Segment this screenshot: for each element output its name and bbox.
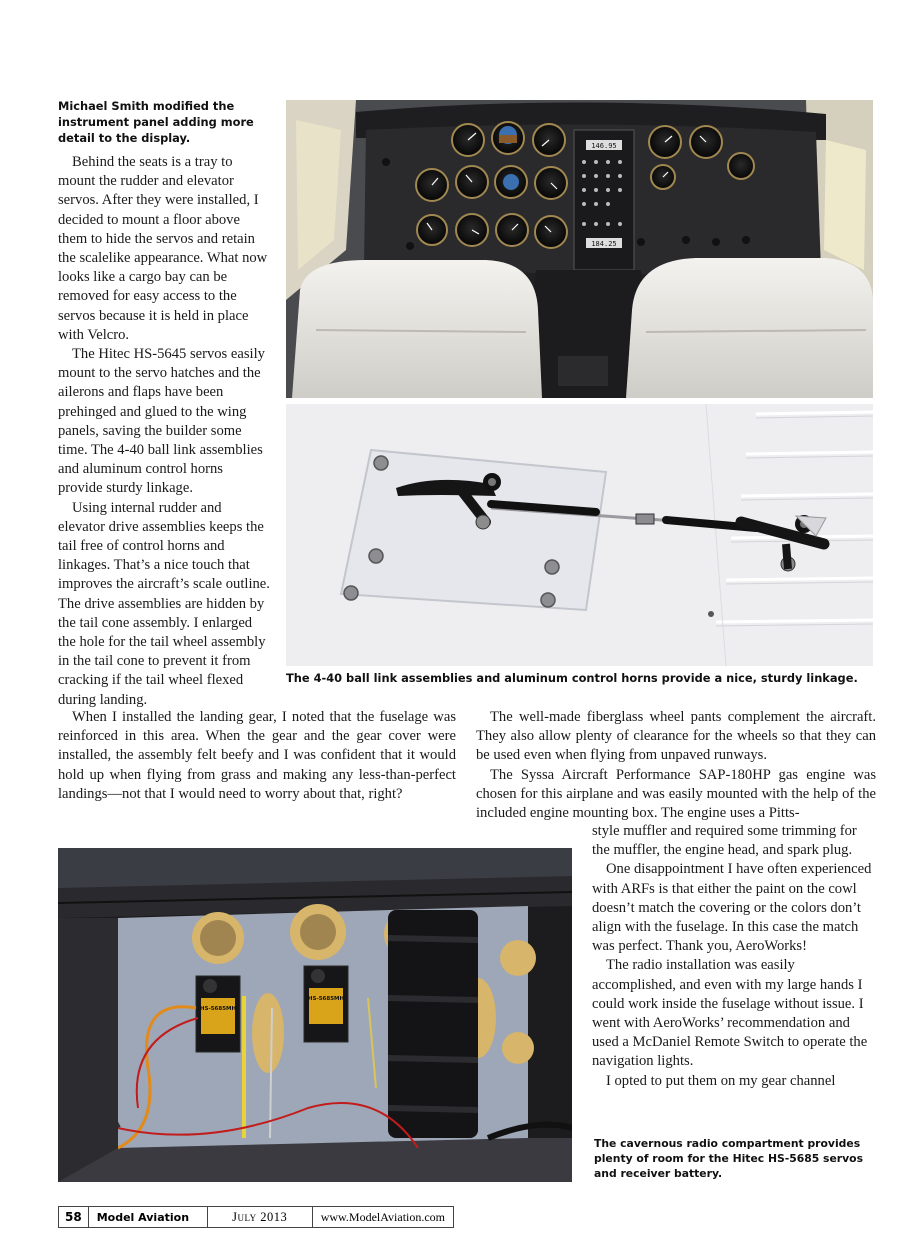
paragraph: When I installed the landing gear, I noted that the fuselage was reinforced in this area. When the gear and the gear cover were installed, the assembly felt beefy and I was confident that it would hold up when flying from grass and making any less-than-perfect landings—not that I would need to worry about that, right? bbox=[58, 709, 456, 802]
caption-linkage: The 4-40 ball link assemblies and aluminum control horns provide a nice, sturdy linkage. bbox=[286, 671, 858, 685]
paragraph: style muffler and required some trimming for the muffler, the engine head, and spark plug. bbox=[592, 823, 857, 859]
paragraph: One disappointment I have often experienced with ARFs is that either the paint on the cowl doesn’t match the covering or the colors don’t align with the fuselage. In this case the match was perfect. Thank you, AeroWorks! bbox=[592, 861, 872, 955]
servo-label-left: HS-5685MH bbox=[199, 1006, 237, 1012]
servo-label-right: HS-5685MH bbox=[307, 996, 345, 1002]
page-footer bbox=[58, 1206, 454, 1228]
radio-compartment-photo bbox=[58, 848, 572, 1182]
paragraph: Behind the seats is a tray to mount the rudder and elevator servos. After they were installed, I decided to mount a floor above them to hide the servos and retain the scalelike appearance. What now looks like a cargo bay can be removed for easy access to the servos because it is held in place with Velcro. bbox=[58, 154, 268, 343]
caption-instrument-panel: Michael Smith modified the instrument panel adding more detail to the display. bbox=[58, 99, 254, 145]
article-column-right-wide bbox=[476, 708, 876, 823]
magazine-name: Model Aviation bbox=[89, 1207, 208, 1227]
linkage-photo bbox=[286, 404, 873, 666]
issue-date: July 2013 bbox=[208, 1207, 313, 1227]
paragraph: The Hitec HS-5645 servos easily mount to the servo hatches and the ailerons and flaps have been prehinged and glued to the wing panels, saving the builder some time. The 4-40 ball link assemblies and aluminum control horns provide sturdy linkage. bbox=[58, 346, 265, 497]
article-column-left-wide bbox=[58, 708, 456, 804]
instrument-panel-photo bbox=[286, 100, 873, 398]
paragraph: Using internal rudder and elevator drive assemblies keeps the tail free of control horns and linkages. That’s a nice touch that improves the aircraft’s scale outline. The drive assemblies are hidden by the tail cone assembly. I enlarged the hole for the tail wheel assembly in the tail cone to prevent it from cracking if the tail wheel flexed during landing. bbox=[58, 499, 270, 708]
paragraph: The Syssa Aircraft Performance SAP-180HP gas engine was chosen for this airplane and was easily mounted with the help of the included engine mounting box. The engine uses a Pitts- bbox=[476, 766, 876, 822]
website-link[interactable]: www.ModelAviation.com bbox=[320, 1209, 446, 1224]
radio-readout-top: 146.95 bbox=[591, 142, 617, 150]
caption-radio-compartment: The cavernous radio compartment provides plenty of room for the Hitec HS-5685 servos and receiver battery. bbox=[594, 1137, 864, 1180]
paragraph: I opted to put them on my gear channel bbox=[606, 1072, 836, 1089]
paragraph: The well-made fiberglass wheel pants complement the aircraft. They also allow plenty of clearance for the wheels so that they can be used even when flying from unpaved runways. bbox=[476, 709, 876, 764]
article-column-right-narrow bbox=[592, 822, 876, 1091]
article-column-left-narrow bbox=[58, 153, 270, 710]
radio-readout-bottom: 184.25 bbox=[591, 240, 617, 248]
paragraph: The radio installation was easily accomplished, and even with my large hands I could work inside the fuselage without issue. I went with AeroWorks’ recommendation and used a McDaniel Remote Switch to operate the navigation lights. bbox=[592, 957, 868, 1070]
page-number: 58 bbox=[59, 1207, 89, 1227]
